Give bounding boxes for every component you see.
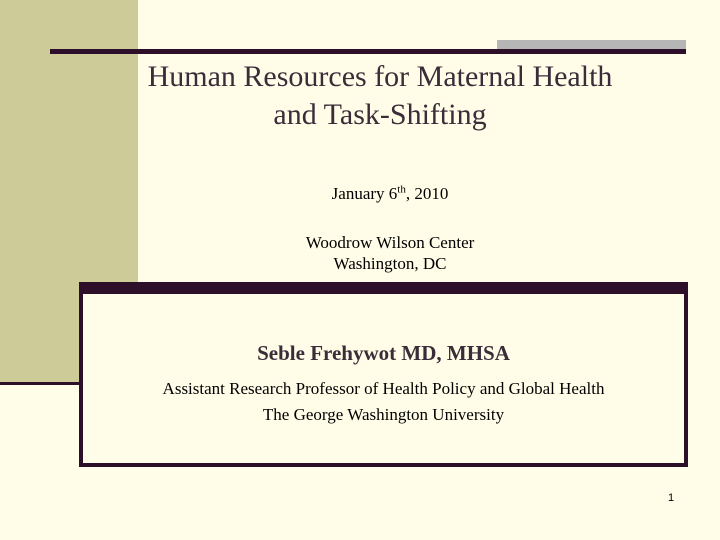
title-line-2: and Task-Shifting [273, 98, 487, 131]
presenter-box [79, 282, 688, 467]
presenter-organization: The George Washington University [262, 405, 505, 424]
date-superscript: th [397, 183, 406, 196]
page-number: 1 [668, 492, 675, 504]
presenter-name: Seble Frehywot MD, MHSA [257, 341, 510, 365]
venue-line-1: Woodrow Wilson Center [305, 233, 475, 252]
presenter-info [83, 340, 684, 428]
slide-title [60, 58, 700, 134]
title-rule [50, 49, 686, 54]
event-venue [140, 232, 640, 274]
title-line-1: Human Resources for Maternal Health [147, 60, 613, 93]
date-prefix: January 6 [331, 184, 398, 203]
event-date [140, 183, 640, 204]
date-rest: , 2010 [405, 184, 449, 203]
venue-line-2: Washington, DC [333, 254, 447, 273]
presenter-title: Assistant Research Professor of Health Policy and Global Health [162, 379, 605, 398]
